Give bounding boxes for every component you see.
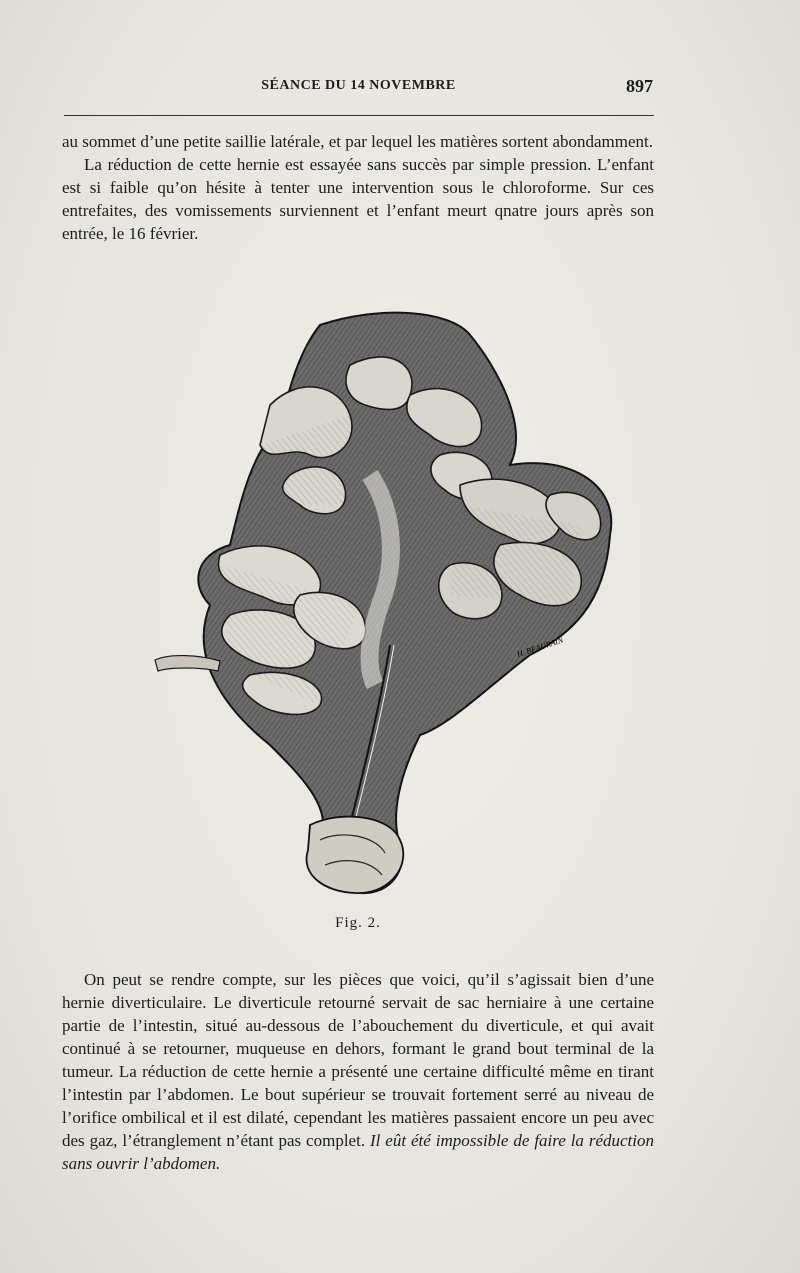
paragraph-diverticular-hernia: [62, 968, 654, 1175]
paragraph-continuation: au sommet d’une petite saillie latérale, et par lequel les matières sortent abondamment.: [62, 132, 654, 151]
top-text-block: [62, 130, 654, 245]
paragraph-italic-conclusion: Il eût été impossible de faire la réduction sans ouvrir l’abdomen.: [62, 1131, 654, 1173]
bottom-text-block: [62, 968, 654, 1175]
header-rule: [64, 115, 654, 116]
paragraph-roman-text: On peut se rendre compte, sur les pièces que voici, qu’il s’agissait bien d’une hernie diverticulaire. Le diverticule retourné servait de sac herniaire à une certaine partie de l’intestin, situé au-dessous de l’abouchement du diverticule, et qui avait continué à se retourner, muqueuse en dehors, formant le grand bout terminal de la tumeur. La réduction de cette hernie a présenté une certaine difficulté même en tirant l’intestin par l’abdomen. Le bout supérieur se trouvait fortement serré au niveau de l’orifice ombilical et il est dilaté, cependant les matières passaient encore un peu avec des gaz, l’étranglement n’étant pas complet.: [62, 970, 654, 1150]
paragraph-reduction-attempt: La réduction de cette hernie est essayée sans succès par simple pression. L’enfant est si faible qu’on hésite à tenter une intervention sous le chloroforme. Sur ces entrefaites, des vomissements surviennent et l’enfant meurt qnatre jours après son entrée, le 16 février.: [62, 155, 654, 243]
artist-signature: H. BEAURAIN: [515, 635, 565, 659]
running-head: [62, 78, 655, 100]
hernia-illustration: [150, 305, 630, 900]
page-number: 897: [626, 76, 653, 96]
running-title: SÉANCE DU 14 NOVEMBRE: [261, 78, 456, 93]
figure-engraving: [150, 305, 630, 900]
figure-caption: Fig. 2.: [335, 915, 381, 931]
